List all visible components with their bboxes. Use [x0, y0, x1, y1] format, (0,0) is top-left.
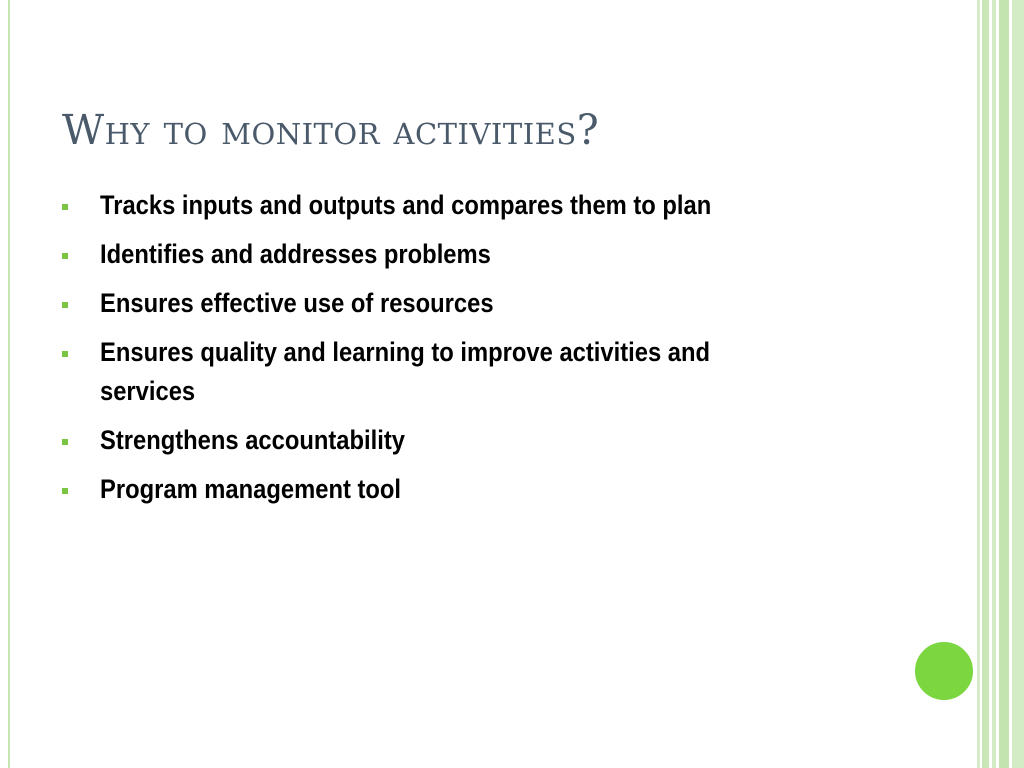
- bullet-text: Program management tool: [100, 474, 402, 504]
- bullet-text: Ensures effective use of resources: [100, 288, 494, 318]
- left-border-decoration: [8, 0, 10, 768]
- right-stripe-decoration: [999, 0, 1009, 768]
- square-bullet-icon: [62, 284, 100, 322]
- bullet-item: [62, 421, 852, 460]
- square-bullet-icon: [62, 186, 100, 224]
- bullet-text: Ensures quality and learning to improve activities and services: [100, 337, 711, 406]
- right-stripe-decoration: [977, 0, 980, 768]
- square-bullet-icon: [62, 421, 100, 459]
- bullet-text: Identifies and addresses problems: [100, 239, 491, 269]
- square-bullet-icon: [62, 333, 100, 371]
- green-circle-decoration: [913, 640, 975, 702]
- bullet-item: [62, 470, 852, 509]
- bullet-item: [62, 284, 852, 323]
- bullet-list: [62, 186, 852, 519]
- right-stripe-decoration: [982, 0, 989, 768]
- bullet-text: Tracks inputs and outputs and compares them to plan: [100, 190, 712, 220]
- right-stripe-decoration: [1012, 0, 1024, 768]
- square-bullet-icon: [62, 470, 100, 508]
- square-bullet-icon: [62, 235, 100, 273]
- slide-title: Why to monitor activities?: [62, 106, 600, 154]
- bullet-item: [62, 333, 852, 411]
- bullet-text: Strengthens accountability: [100, 425, 405, 455]
- bullet-item: [62, 186, 852, 225]
- right-stripe-decoration: [992, 0, 996, 768]
- bullet-item: [62, 235, 852, 274]
